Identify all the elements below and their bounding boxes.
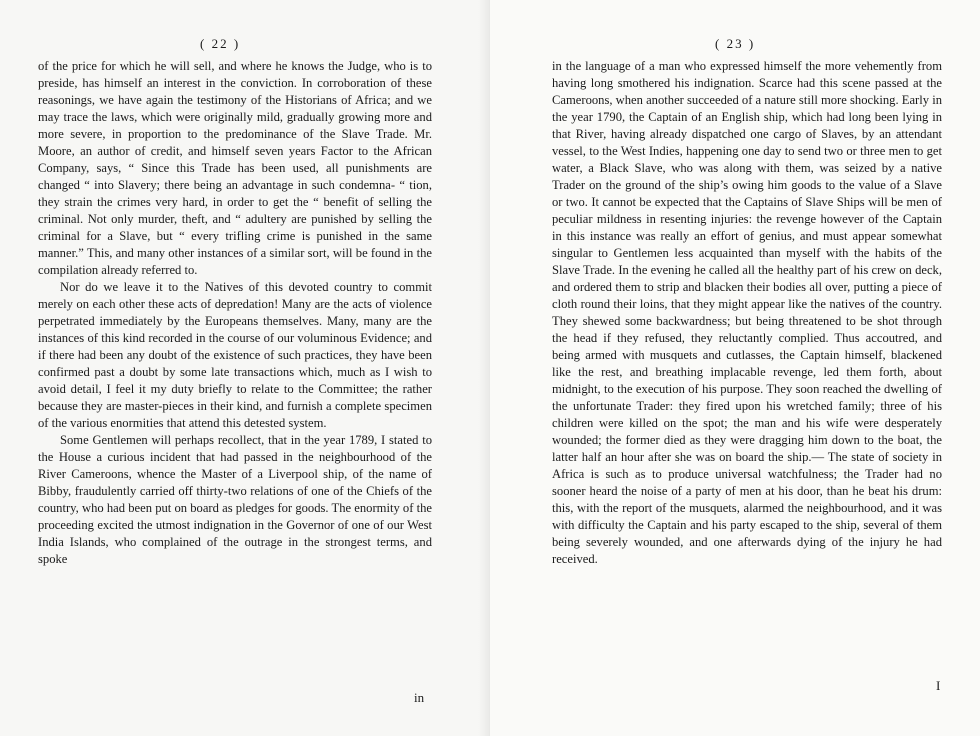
catchword-right: I — [936, 678, 941, 693]
page-number-right: ( 23 ) — [715, 36, 756, 51]
page-number-left: ( 22 ) — [200, 36, 241, 51]
paragraph: Nor do we leave it to the Natives of this devoted country to commit merely on each other these acts of depredation! Many are the acts of violence perpetrated immediately by the Europeans themselves. Many, many are the instances of this kind recorded in the course of our voluminous Evidence; and if there had been any doubt of the existence of such practices, they have been confirmed past a doubt by some late transactions which, much as I wish to avoid detail, I feel it my duty briefly to relate to the Committee; the rather because they are master-pieces in their kind, and furnish a complete specimen of the various enormities that attend this detested system. — [38, 280, 432, 430]
paragraph: of the price for which he will sell, and where he knows the Judge, who is to preside, has himself an interest in the conviction. In corroboration of these reasonings, we have again the testimony of the Historians of Africa; and we may trace the laws, which were originally mild, gradually growing more and more severe, in proportion to the predominance of the Slave Trade. Mr. Moore, an author of credit, and himself seven years Factor to the African Company, says, “ Since this Trade has been used, all punishments are changed “ into Slavery; there being an advantage in such condemna- “ tion, they strain the crimes very hard, in order to get the “ benefit of selling the criminal. Not only murder, theft, and “ adultery are punished by selling the criminal for a Slave, but “ every trifling crime is punished in the same manner.” This, and many other instances of a similar sort, will be found in the compilation already referred to. — [38, 59, 432, 277]
paragraph: Some Gentlemen will perhaps recollect, that in the year 1789, I stated to the House a curious incident that had passed in the neighbourhood of the River Cameroons, whence the Master of a Liverpool ship, of the name of Bibby, fraudulently carried off thirty-two relations of one of the Chiefs of the country, who had been put on board as pledges for goods. The enormity of the proceeding excited the utmost indignation in the Governor of one of our West India Islands, who complained of the outrage in the strongest terms, and spoke — [38, 433, 432, 566]
catchword-left: in — [414, 690, 425, 705]
paragraph: in the language of a man who expressed himself the more vehemently from having long smothered his indignation. Scarce had this scene passed at the Cameroons, when another succeeded of a nature still more shocking. Early in the year 1790, the Captain of an English ship, which had long been lying in that River, having already dispatched one cargo of Slaves, by an attendant vessel, to the West Indies, happening one day to send two or three men to get water, a Black Slave, who was along with them, was seized by a native Trader on the ground of the ship’s owing him goods to the value of a Slave or two. It cannot be expected that the Captains of Slave Ships will be men of peculiar mildness in resenting injuries: the revenge however of the Captain in this instance was really an effort of genius, and must appear somewhat singular to Gentlemen less acquainted than myself with the habits of the Slave Trade. In the evening he called all the healthy part of his crew on deck, and ordered them to strip and blacken their bodies all over, putting a piece of cloth round their loins, that they might appear like the natives of the country. They shewed some backwardness; but being threatened to be shot through the head if they refused, they reluctantly complied. Thus accoutred, and being armed with musquets and cutlasses, the Captain himself, blackened like the rest, and breathing implacable revenge, led them forth, about midnight, to the execution of his purpose. They soon reached the dwelling of the unfortunate Trader: they fired upon his wretched family; three of his children were killed on the spot; the man and his wife were desperately wounded; the former died as they were dragging him down to the boat, the latter half an hour after she was on board the ship.— The state of society in Africa is such as to produce universal watchfulness; the Trader had no sooner heard the noise of a party of men at his door, than he beat his drum: this, with the report of the musquets, alarmed the neighbourhood, and it was with difficulty the Captain and his party escaped to the ship, several of them being severely wounded, and one afterwards dying of the injury he had received. — [552, 59, 942, 566]
left-text-column — [38, 58, 432, 568]
right-page — [490, 0, 980, 736]
right-text-column — [552, 58, 942, 568]
